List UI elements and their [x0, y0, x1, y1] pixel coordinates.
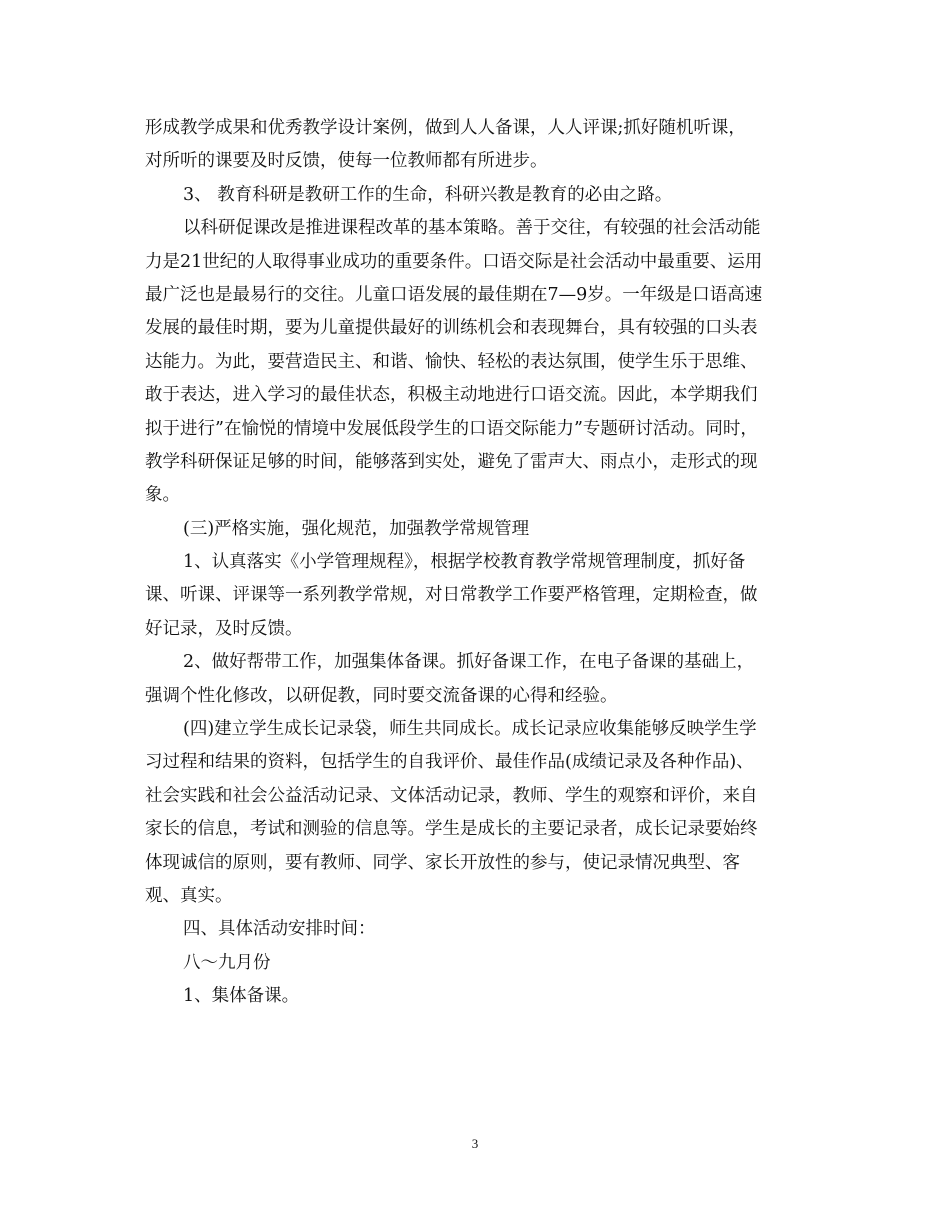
text-line: 1、集体备课。 — [183, 986, 300, 1007]
text-block — [145, 112, 810, 1014]
text-line: 体现诚信的原则，要有教师、同学、家长开放性的参与，使记录情况典型、客 — [145, 852, 740, 873]
text-line: 观、真实。 — [145, 885, 233, 906]
section-heading: 四、具体活动安排时间： — [183, 919, 376, 940]
text-line: 拟于进行”在愉悦的情境中发展低段学生的口语交际能力”专题研讨活动。同时， — [145, 418, 758, 439]
text-line: 象。 — [145, 485, 180, 506]
text-line: 达能力。为此，要营造民主、和谐、愉快、轻松的表达氛围，使学生乐于思维、 — [145, 351, 758, 372]
text-line: 最广泛也是最易行的交往。儿童口语发展的最佳期在7—9岁。一年级是口语高速 — [145, 284, 763, 305]
text-line: 2、做好帮带工作，加强集体备课。抓好备课工作，在电子备课的基础上， — [183, 652, 755, 673]
text-line: 力是21世纪的人取得事业成功的重要条件。口语交际是社会活动中最重要、运用 — [145, 251, 763, 272]
document-body — [145, 112, 810, 1014]
text-line: 1、认真落实《小学管理规程》，根据学校教育教学常规管理制度，抓好备 — [183, 552, 746, 573]
text-line: 强调个性化修改，以研促教，同时要交流备课的心得和经验。 — [145, 685, 618, 706]
page-number: 3 — [471, 1136, 479, 1151]
text-line: 习过程和结果的资料，包括学生的自我评价、最佳作品(成绩记录及各种作品)、 — [145, 752, 754, 773]
text-line: 家长的信息，考试和测验的信息等。学生是成长的主要记录者，成长记录要始终 — [145, 819, 758, 840]
text-line: 以科研促课改是推进课程改革的基本策略。善于交往，有较强的社会活动能 — [183, 218, 761, 239]
text-line: 课、听课、评课等一系列教学常规，对日常教学工作要严格管理，定期检查，做 — [145, 585, 758, 606]
text-line: 敢于表达，进入学习的最佳状态，积极主动地进行口语交流。因此，本学期我们 — [145, 385, 758, 406]
text-line: 社会实践和社会公益活动记录、文体活动记录，教师、学生的观察和评价，来自 — [145, 785, 758, 806]
text-line: 教学科研保证足够的时间，能够落到实处，避免了雷声大、雨点小，走形式的现 — [145, 451, 758, 472]
text-line: 对所听的课要及时反馈，使每一位教师都有所进步。 — [145, 151, 548, 172]
text-line: 发展的最佳时期，要为儿童提供最好的训练机会和表现舞台，具有较强的口头表 — [145, 318, 758, 339]
text-line: 形成教学成果和优秀教学设计案例，做到人人备课，人人评课;抓好随机听课， — [145, 118, 746, 138]
text-line: 好记录，及时反馈。 — [145, 618, 303, 639]
section-heading: (四)建立学生成长记录袋，师生共同成长。成长记录应收集能够反映学生学 — [183, 719, 757, 740]
section-heading: (三)严格实施，强化规范，加强教学常规管理 — [183, 518, 530, 539]
text-line: 八～九月份 — [183, 952, 271, 973]
text-line: 3、 教育科研是教研工作的生命，科研兴教是教育的必由之路。 — [183, 184, 673, 205]
